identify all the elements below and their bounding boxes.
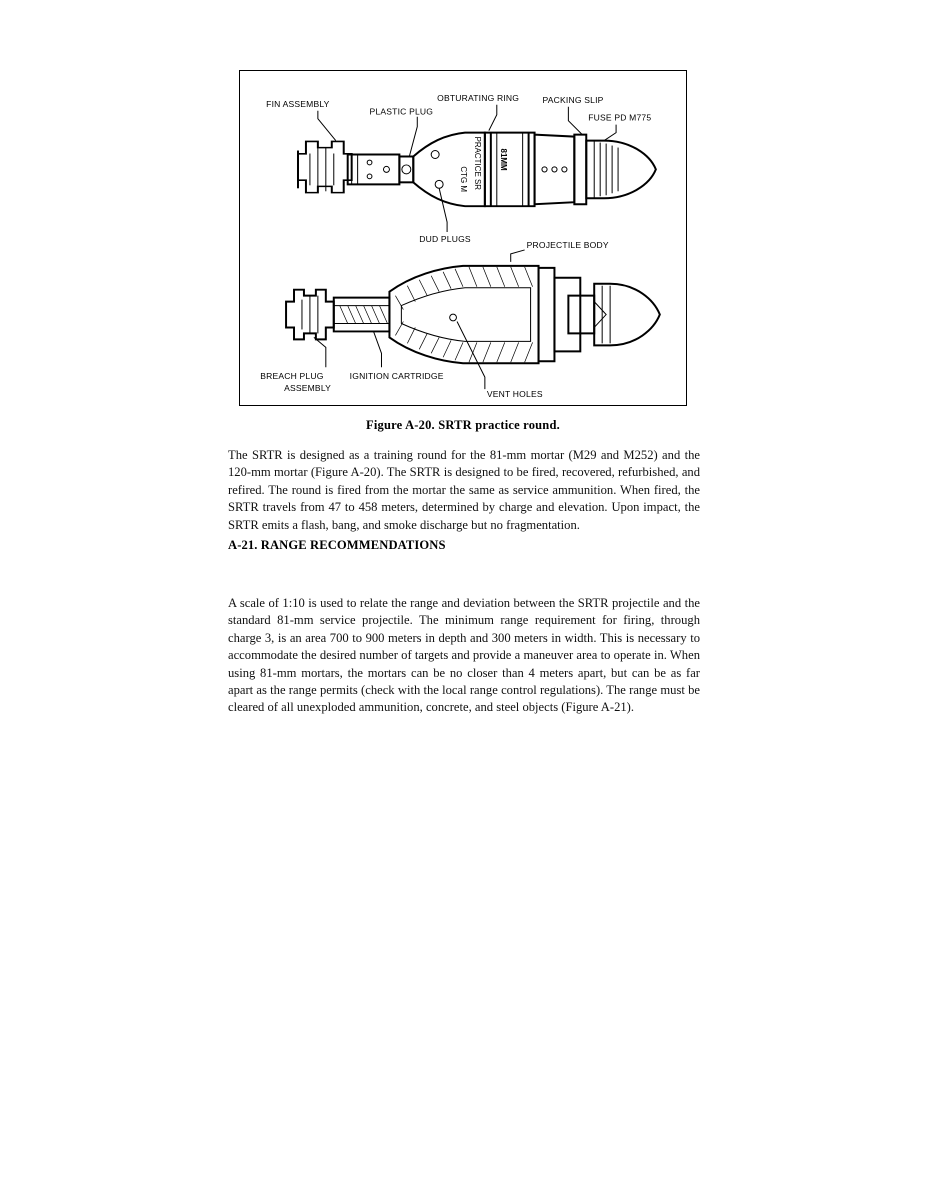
label-fuse-pd-m775: FUSE PD M775 <box>588 112 652 123</box>
figure-caption: Figure A-20. SRTR practice round. <box>366 418 560 432</box>
tail-boom-drawing <box>348 155 400 185</box>
label-fin-assembly: FIN ASSEMBLY <box>266 98 330 109</box>
label-projectile-body: PROJECTILE BODY <box>526 239 609 250</box>
stencil-ctg-m: CTG M <box>459 166 469 193</box>
stencil-81mm: 81MM <box>498 148 508 171</box>
label-plastic-plug: PLASTIC PLUG <box>369 106 434 117</box>
label-breach-plug-assembly: ASSEMBLY <box>284 383 332 394</box>
plastic-plug-drawing <box>399 156 413 182</box>
leader-lines-bottom <box>314 250 525 389</box>
label-breach-plug: BREACH PLUG <box>260 371 324 382</box>
fin-assembly-drawing <box>298 141 352 192</box>
paragraph-srtr-description: The SRTR is designed as a training round for the 81-mm mortar (M29 and M252) and the 120-mm mortar (Figure A-20). The SRTR is designed to be fired, recovered, refurbished, and refired. The round is fired from the mortar the same as service ammunition. When fired, the SRTR travels from 47 to 458 meters, determined by charge and elevation. Upon impact, the SRTR emits a flash, bang, and smoke discharge but no fragmentation. <box>228 448 700 532</box>
label-packing-slip: PACKING SLIP <box>542 94 604 105</box>
stencil-practice-sr: PRACTICE SR <box>472 136 482 190</box>
section-heading-a-21: A-21. RANGE RECOMMENDATIONS <box>228 538 446 552</box>
label-dud-plugs: DUD PLUGS <box>419 233 471 244</box>
figure-a-20 <box>239 70 687 406</box>
projectile-body-top-drawing <box>413 133 656 207</box>
label-vent-holes: VENT HOLES <box>486 389 543 400</box>
label-obturating-ring: OBTURATING RING <box>437 92 520 103</box>
label-ignition-cartridge: IGNITION CARTRIDGE <box>349 371 444 382</box>
paragraph-range-recommendations: A scale of 1:10 is used to relate the range and deviation between the SRTR projectile and the standard 81-mm service projectile. The minimum range requirement for firing, through charge 3, is an area 700 to 900 meters in depth and 300 meters in width. This is necessary to accommodate the desired number of targets and provide a maneuver area to operate in. When using 81-mm mortars, the mortars can be no closer than 4 meters apart, but can be as far apart as the range permits (check with the local range control regulations). The range must be cleared of all unexploded ammunition, concrete, and steel objects (Figure A-21). <box>228 596 700 715</box>
cutaway-drawing <box>286 266 660 363</box>
figure-illustration <box>240 71 686 405</box>
